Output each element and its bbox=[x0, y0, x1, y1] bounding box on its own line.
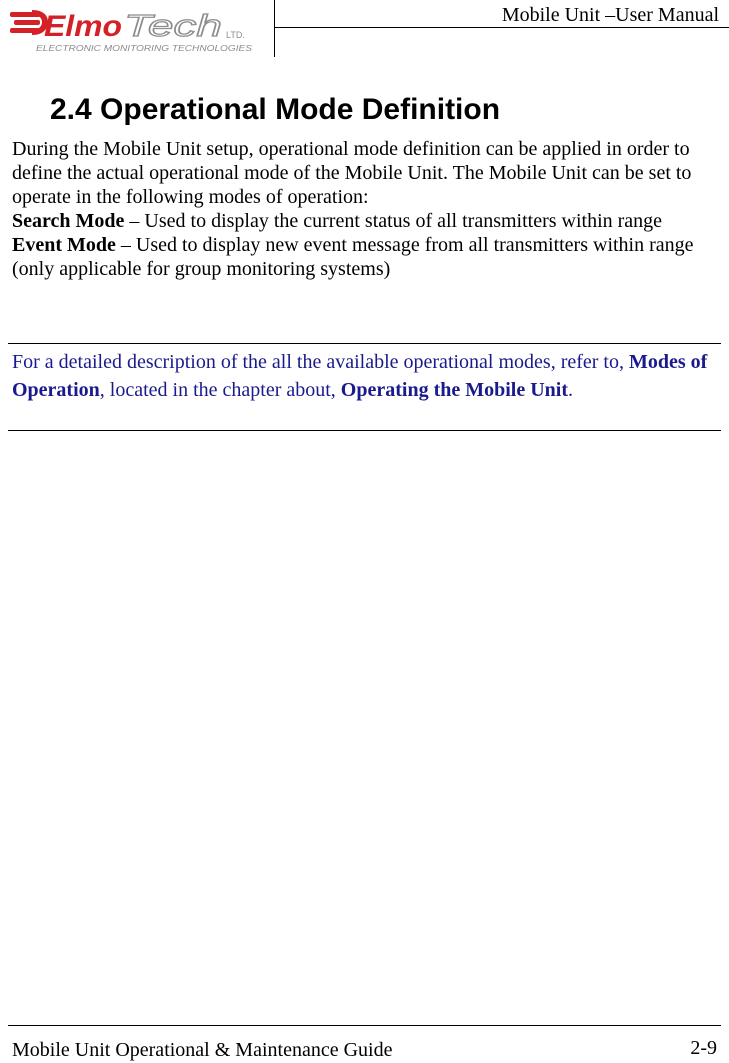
manual-title: Mobile Unit –User Manual bbox=[501, 4, 719, 26]
mode-description: – Used to display new event message from all transmitters within range (only applicable for group monitoring systems) bbox=[12, 234, 694, 280]
mode-definition-search bbox=[12, 209, 717, 233]
note-text: For a detailed description of the all the available operational modes, refer to, bbox=[12, 351, 629, 373]
logo-brand-prefix: Elmo bbox=[44, 10, 122, 43]
note-text: . bbox=[568, 379, 574, 401]
logo-suffix-mark: LTD. bbox=[226, 30, 245, 40]
mode-description: – Used to display the current status of all transmitters within range bbox=[124, 210, 663, 232]
cross-reference-note bbox=[12, 348, 722, 404]
footer-rule bbox=[8, 1025, 721, 1026]
intro-paragraph: During the Mobile Unit setup, operational mode definition can be applied in order to define the actual operational mode of the Mobile Unit. The Mobile Unit can be set to operate in the following modes of operation: bbox=[12, 138, 692, 208]
section-heading: 2.4 Operational Mode Definition bbox=[50, 93, 501, 126]
page-number: 2-9 bbox=[690, 1037, 717, 1059]
section-body bbox=[12, 137, 717, 281]
header-rule bbox=[274, 27, 729, 28]
note-rule-top bbox=[8, 343, 721, 344]
logo-tagline: ELECTRONIC MONITORING TECHNOLOGIES bbox=[36, 44, 253, 53]
mode-definition-event bbox=[12, 233, 717, 281]
mode-term: Event Mode bbox=[12, 234, 116, 256]
note-text: , located in the chapter about, bbox=[99, 379, 341, 401]
link-operating-the-mobile-unit[interactable]: Operating the Mobile Unit bbox=[340, 379, 569, 401]
note-rule-bottom bbox=[8, 430, 721, 431]
page-header bbox=[0, 0, 729, 60]
link-modes-of-operation[interactable]: Modes of Operation bbox=[12, 351, 708, 401]
logo-brand-suffix: Tech bbox=[124, 8, 222, 43]
footer-guide-title: Mobile Unit Operational & Maintenance Guide bbox=[12, 1039, 393, 1061]
elmotech-logo-graphic bbox=[8, 6, 260, 56]
mode-term: Search Mode bbox=[12, 210, 125, 232]
company-logo bbox=[8, 6, 260, 56]
